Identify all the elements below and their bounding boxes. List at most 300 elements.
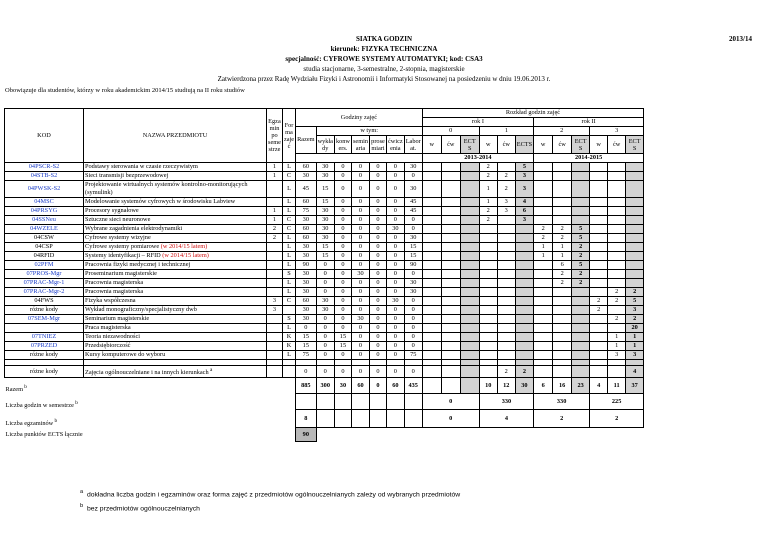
sem3-ects — [626, 181, 644, 198]
col-rozklad: Rozkład godzin zajęć — [422, 109, 643, 118]
footnote-a: $^a$ dokładna liczba godzin i egzaminów oraz forma zajęć z przedmiotów ogólnouczelnianych zależy od wybranych przedmiotów — [80, 489, 461, 499]
exam-semester — [267, 279, 283, 288]
hours-la: 30 — [404, 234, 422, 243]
course-code: 04PRSYG — [5, 207, 84, 216]
hours-r: 75 — [296, 351, 316, 360]
hours-se: 0 — [351, 163, 369, 172]
sem3-cw — [608, 279, 626, 288]
hours-se: 0 — [351, 172, 369, 181]
hours-cw: 0 — [387, 288, 405, 297]
h1-w: w — [479, 136, 497, 154]
hours-ko: 0 — [334, 324, 351, 333]
sem1-w: 2 — [479, 216, 497, 225]
sem1-w — [479, 351, 497, 360]
sem2-w — [534, 324, 553, 333]
total-sem1-0: 10 — [479, 378, 497, 394]
sem0-w — [422, 366, 441, 378]
total-sem3-2: 37 — [626, 378, 644, 394]
course-code — [5, 324, 84, 333]
rok-1: rok I — [422, 118, 533, 127]
sem2-cw — [553, 198, 572, 207]
table-row — [5, 279, 644, 288]
sem3-cw — [608, 243, 626, 252]
exam-semester — [267, 261, 283, 270]
sem3-cw: 2 — [608, 297, 626, 306]
empty — [387, 410, 405, 428]
form: L — [282, 252, 295, 261]
sem3-ects — [626, 270, 644, 279]
hours-ko: 0 — [334, 252, 351, 261]
sem1-ects: 3 — [515, 216, 533, 225]
sem3-ects — [626, 261, 644, 270]
exam-semester — [267, 366, 283, 378]
course-name: Sztuczne sieci neuronowe — [84, 216, 267, 225]
sem0-ects — [460, 324, 479, 333]
empty — [334, 410, 351, 428]
sem2-ects — [572, 306, 590, 315]
sem1-cw — [497, 324, 515, 333]
hours-se: 0 — [351, 333, 369, 342]
hours-r: 15 — [296, 333, 316, 342]
sem1-w — [479, 366, 497, 378]
sem1-ects — [515, 342, 533, 351]
hours-wy: 0 — [316, 288, 334, 297]
h2-w: w — [534, 136, 553, 154]
empty — [387, 394, 405, 410]
hours-wy: 30 — [316, 172, 334, 181]
sem0-ects — [460, 378, 479, 394]
total-wy: 300 — [316, 378, 334, 394]
sem2-cw — [553, 324, 572, 333]
hours-r: 75 — [296, 207, 316, 216]
hours-r: 90 — [296, 261, 316, 270]
sem2-ects — [572, 172, 590, 181]
sem3-w — [590, 324, 608, 333]
sem3-ects — [626, 234, 644, 243]
sem1-w — [479, 261, 497, 270]
table-row — [5, 288, 644, 297]
sem3-w — [590, 216, 608, 225]
hours-la: 0 — [404, 297, 422, 306]
sem0-cw — [441, 225, 460, 234]
specialty: specjalność: CYFROWE SYSTEMY AUTOMATYKI; kod: CSA3 — [285, 55, 483, 63]
table-row — [5, 181, 644, 198]
course-name: Teoria niezawodności — [84, 333, 267, 342]
sem1-cw: 2 — [497, 172, 515, 181]
sem1-cw — [497, 342, 515, 351]
hours-se: 30 — [351, 270, 369, 279]
sem2-exams: 2 — [534, 410, 590, 428]
sem0-ects — [460, 172, 479, 181]
sem2-cw — [553, 163, 572, 172]
form: C — [282, 297, 295, 306]
hours-wy: 15 — [316, 243, 334, 252]
sem3-cw — [608, 234, 626, 243]
sem0-cw — [441, 378, 460, 394]
semester-hours-row — [5, 394, 644, 410]
form: L — [282, 198, 295, 207]
hours-ko: 0 — [334, 279, 351, 288]
sem3-ects — [626, 216, 644, 225]
hours-cw: 0 — [387, 270, 405, 279]
sem1-ects — [515, 243, 533, 252]
sem1-w: 1 — [479, 181, 497, 198]
sem2-w — [534, 342, 553, 351]
hours-cw: 0 — [387, 198, 405, 207]
hours-se: 0 — [351, 366, 369, 378]
sem1-cw — [497, 270, 515, 279]
hours-pr: 0 — [370, 225, 387, 234]
sem1-ects — [515, 297, 533, 306]
hours-la: 30 — [404, 163, 422, 172]
course-name: Pracownia fizyki medycznej i technicznej — [84, 261, 267, 270]
exam-semester — [267, 243, 283, 252]
sem0-ects — [460, 315, 479, 324]
sem2-ects — [572, 324, 590, 333]
sem0-cw — [441, 297, 460, 306]
hours-wy: 30 — [316, 306, 334, 315]
sem2-cw — [553, 342, 572, 351]
hours-pr: 0 — [370, 243, 387, 252]
hours-la: 45 — [404, 207, 422, 216]
sem0-cw — [441, 333, 460, 342]
hours-pr: 0 — [370, 270, 387, 279]
sem3-cw — [608, 181, 626, 198]
table-row — [5, 225, 644, 234]
hours-pr: 0 — [370, 279, 387, 288]
exam-semester — [267, 333, 283, 342]
course-name: Kursy komputerowe do wyboru — [84, 351, 267, 360]
sem2-cw: 2 — [553, 234, 572, 243]
hours-ko: 0 — [334, 163, 351, 172]
sem1-ects: 5 — [515, 163, 533, 172]
study-type: studia stacjonarne, 3-semestralne, 2-stopnia, magisterskie — [303, 65, 465, 73]
sem0-w — [422, 225, 441, 234]
course-name: Cyfrowe systemy wizyjne — [84, 234, 267, 243]
sem0-cw — [441, 270, 460, 279]
hours-wy: 0 — [316, 351, 334, 360]
sem1-cw — [497, 315, 515, 324]
sem0-cw — [441, 216, 460, 225]
hours-ko: 0 — [334, 225, 351, 234]
table-row — [5, 216, 644, 225]
sem1-ects — [515, 279, 533, 288]
sem1-w — [479, 297, 497, 306]
sem2-ects — [572, 351, 590, 360]
course-code: 07TNIEZ — [5, 333, 84, 342]
empty — [404, 410, 422, 428]
sem3-ects — [626, 163, 644, 172]
col-semin: semin aria — [352, 137, 368, 152]
table-row — [5, 198, 644, 207]
hours-la: 75 — [404, 351, 422, 360]
hours-se: 0 — [351, 243, 369, 252]
exam-semester: 1 — [267, 163, 283, 172]
sem0-w — [422, 252, 441, 261]
sem3-w — [590, 315, 608, 324]
table-row — [5, 306, 644, 315]
sem1-hours: 330 — [479, 394, 533, 410]
empty — [370, 410, 387, 428]
sem1-cw — [497, 243, 515, 252]
form: L — [282, 234, 295, 243]
sem2-w — [534, 181, 553, 198]
sem2-cw — [553, 351, 572, 360]
sem0-w — [422, 243, 441, 252]
course-code: 04MSC — [5, 198, 84, 207]
hours-wy: 0 — [316, 270, 334, 279]
og-row — [5, 366, 644, 378]
total-row — [5, 378, 644, 394]
hours-cw: 0 — [387, 333, 405, 342]
hours-ko: 0 — [334, 288, 351, 297]
sem0-w — [422, 181, 441, 198]
hours-r: 30 — [296, 216, 316, 225]
semester-hours-label: Liczba godzin w semestrze $^b$ — [5, 399, 78, 409]
course-code: 07PROS-Mgr — [5, 270, 84, 279]
sem0-w — [422, 315, 441, 324]
sem2-w — [534, 163, 553, 172]
sem3-exams: 2 — [590, 410, 644, 428]
sem2-ects: 2 — [572, 252, 590, 261]
sem2-cw: 2 — [553, 270, 572, 279]
hours-pr: 0 — [370, 261, 387, 270]
sem2-ects — [572, 288, 590, 297]
sem0-ects — [460, 234, 479, 243]
sem2-w: 2 — [534, 234, 553, 243]
hours-r: 60 — [296, 234, 316, 243]
sem3-ects — [626, 225, 644, 234]
sem1-ects — [515, 261, 533, 270]
sem1-w — [479, 252, 497, 261]
hours-cw: 30 — [387, 297, 405, 306]
hours-la: 30 — [404, 181, 422, 198]
sem3-cw — [608, 261, 626, 270]
sem1-w — [479, 234, 497, 243]
sem0-cw — [441, 315, 460, 324]
hours-se: 0 — [351, 207, 369, 216]
sem2-cw: 6 — [553, 261, 572, 270]
sem2-ects: 2 — [572, 270, 590, 279]
sem0-cw — [441, 163, 460, 172]
sem3-cw — [608, 324, 626, 333]
empty — [404, 394, 422, 410]
hours-cw: 0 — [387, 261, 405, 270]
hours-wy: 30 — [316, 207, 334, 216]
empty — [370, 394, 387, 410]
hours-cw: 30 — [387, 225, 405, 234]
hours-la: 0 — [404, 270, 422, 279]
sem2-ects — [572, 333, 590, 342]
sem2-cw: 1 — [553, 243, 572, 252]
sem3-cw — [608, 306, 626, 315]
form: L — [282, 207, 295, 216]
hours-pr: 0 — [370, 315, 387, 324]
total-cw: 60 — [387, 378, 405, 394]
sem2-w — [534, 351, 553, 360]
sem2-cw — [553, 366, 572, 378]
hours-se: 0 — [351, 216, 369, 225]
table-row — [5, 324, 644, 333]
hours-r: 15 — [296, 342, 316, 351]
rok-2: rok II — [534, 118, 644, 127]
hours-la: 0 — [404, 315, 422, 324]
hours-pr: 0 — [370, 288, 387, 297]
form: L — [282, 243, 295, 252]
sem2-ects: 5 — [572, 225, 590, 234]
sem3-w — [590, 234, 608, 243]
hours-wy: 30 — [316, 163, 334, 172]
hours-pr: 0 — [370, 181, 387, 198]
sem0-w — [422, 172, 441, 181]
academic-year: 2013/14 — [729, 35, 752, 43]
sem2-ects: 2 — [572, 243, 590, 252]
sem0-ects — [460, 306, 479, 315]
sem3-w — [590, 181, 608, 198]
course-code: 04STB-S2 — [5, 172, 84, 181]
course-code: 04PSCR-S2 — [5, 163, 84, 172]
hours-cw: 0 — [387, 279, 405, 288]
hours-wy: 0 — [316, 333, 334, 342]
direction: kierunek: FIZYKA TECHNICZNA — [330, 45, 438, 53]
sem1-cw — [497, 163, 515, 172]
sem3-cw — [608, 225, 626, 234]
hours-r: 30 — [296, 279, 316, 288]
sem3-cw — [608, 216, 626, 225]
sem3-w — [590, 207, 608, 216]
sem0-cw — [441, 172, 460, 181]
hours-wy: 30 — [316, 216, 334, 225]
hours-la: 0 — [404, 333, 422, 342]
sem0-ects — [460, 297, 479, 306]
course-code: 07PRAC-Mgr-2 — [5, 288, 84, 297]
exam-semester: 3 — [267, 306, 283, 315]
course-name: Wykład monograficzny/specjalistyczny dwb — [84, 306, 267, 315]
table-row — [5, 333, 644, 342]
sem3-w — [590, 342, 608, 351]
sem3-ects: 4 — [626, 366, 644, 378]
hours-pr: 0 — [370, 198, 387, 207]
hours-se: 0 — [351, 342, 369, 351]
sem2-w — [534, 288, 553, 297]
sem2-w — [534, 279, 553, 288]
course-code: 04PWSK-S2 — [5, 181, 84, 198]
hours-ko: 0 — [334, 297, 351, 306]
exam-semester: 1 — [267, 172, 283, 181]
hours-la: 0 — [404, 342, 422, 351]
course-code: różne kody — [5, 351, 84, 360]
exam-semester — [267, 252, 283, 261]
hours-r: 60 — [296, 297, 316, 306]
sem3-hours: 225 — [590, 394, 644, 410]
hours-wy: 30 — [316, 297, 334, 306]
sem1-ects: 2 — [515, 366, 533, 378]
course-name: Wybrane zagadnienia elektrodynamiki — [84, 225, 267, 234]
sem3-w — [590, 351, 608, 360]
hours-ko: 0 — [334, 181, 351, 198]
hours-r: 30 — [296, 306, 316, 315]
sem2-cw: 2 — [553, 225, 572, 234]
col-prose: prose miari — [371, 137, 385, 152]
course-name: Praca magisterska — [84, 324, 267, 333]
sem0-cw — [441, 324, 460, 333]
sem3-ects — [626, 207, 644, 216]
hours-la: 0 — [404, 324, 422, 333]
hours-se: 30 — [351, 315, 369, 324]
course-name: Fizyka współczesna — [84, 297, 267, 306]
sem3-w: 2 — [590, 297, 608, 306]
exam-semester: 1 — [267, 207, 283, 216]
sem1-cw — [497, 234, 515, 243]
sem2-cw — [553, 288, 572, 297]
h3-ects: ECT S — [626, 136, 644, 154]
ects-total-value: 90 — [296, 428, 316, 442]
sem0-cw — [441, 288, 460, 297]
sem0-cw — [441, 342, 460, 351]
year-1: 2013-2014 — [422, 154, 533, 163]
sem2-cw — [553, 181, 572, 198]
course-code: 07PRZED — [5, 342, 84, 351]
exam-semester: 2 — [267, 225, 283, 234]
sem0-ects — [460, 270, 479, 279]
hours-cw: 0 — [387, 252, 405, 261]
total-ko: 30 — [334, 378, 351, 394]
sem3-w — [590, 288, 608, 297]
sem3-ects — [626, 198, 644, 207]
sem2-cw: 2 — [553, 279, 572, 288]
hours-pr: 0 — [370, 216, 387, 225]
sem1-cw — [497, 225, 515, 234]
sem2-hours: 330 — [534, 394, 590, 410]
hours-ko: 0 — [334, 261, 351, 270]
hours-se: 0 — [351, 297, 369, 306]
sem1-w — [479, 225, 497, 234]
hours-ko: 0 — [334, 270, 351, 279]
total-sem2-0: 6 — [534, 378, 553, 394]
hours-ko: 15 — [334, 333, 351, 342]
hours-pr: 0 — [370, 306, 387, 315]
course-code: 04WZELE — [5, 225, 84, 234]
sem1-w: 1 — [479, 198, 497, 207]
course-name: Proseminarium magisterskie — [84, 270, 267, 279]
hours-la: 0 — [404, 216, 422, 225]
sem1-w — [479, 333, 497, 342]
course-code: 07PRAC-Mgr-1 — [5, 279, 84, 288]
sem2-w — [534, 333, 553, 342]
sem0-ects — [460, 261, 479, 270]
hours-r: 30 — [296, 243, 316, 252]
sem0-ects — [460, 366, 479, 378]
hours-cw: 0 — [387, 216, 405, 225]
sem0-cw — [441, 234, 460, 243]
h3-w: w — [590, 136, 608, 154]
sem2-cw — [553, 297, 572, 306]
table-row — [5, 270, 644, 279]
sem0-cw — [441, 261, 460, 270]
hours-la: 15 — [404, 252, 422, 261]
form: C — [282, 172, 295, 181]
sem3-cw — [608, 163, 626, 172]
hours-wy: 30 — [316, 225, 334, 234]
sem-1: 1 — [479, 127, 533, 136]
form: S — [282, 270, 295, 279]
hours-pr: 0 — [370, 163, 387, 172]
total-sem3-0: 4 — [590, 378, 608, 394]
hours-wy: 30 — [316, 234, 334, 243]
col-cwicz: ćwicz enia — [388, 137, 403, 152]
sem0-ects — [460, 207, 479, 216]
sem1-cw — [497, 351, 515, 360]
